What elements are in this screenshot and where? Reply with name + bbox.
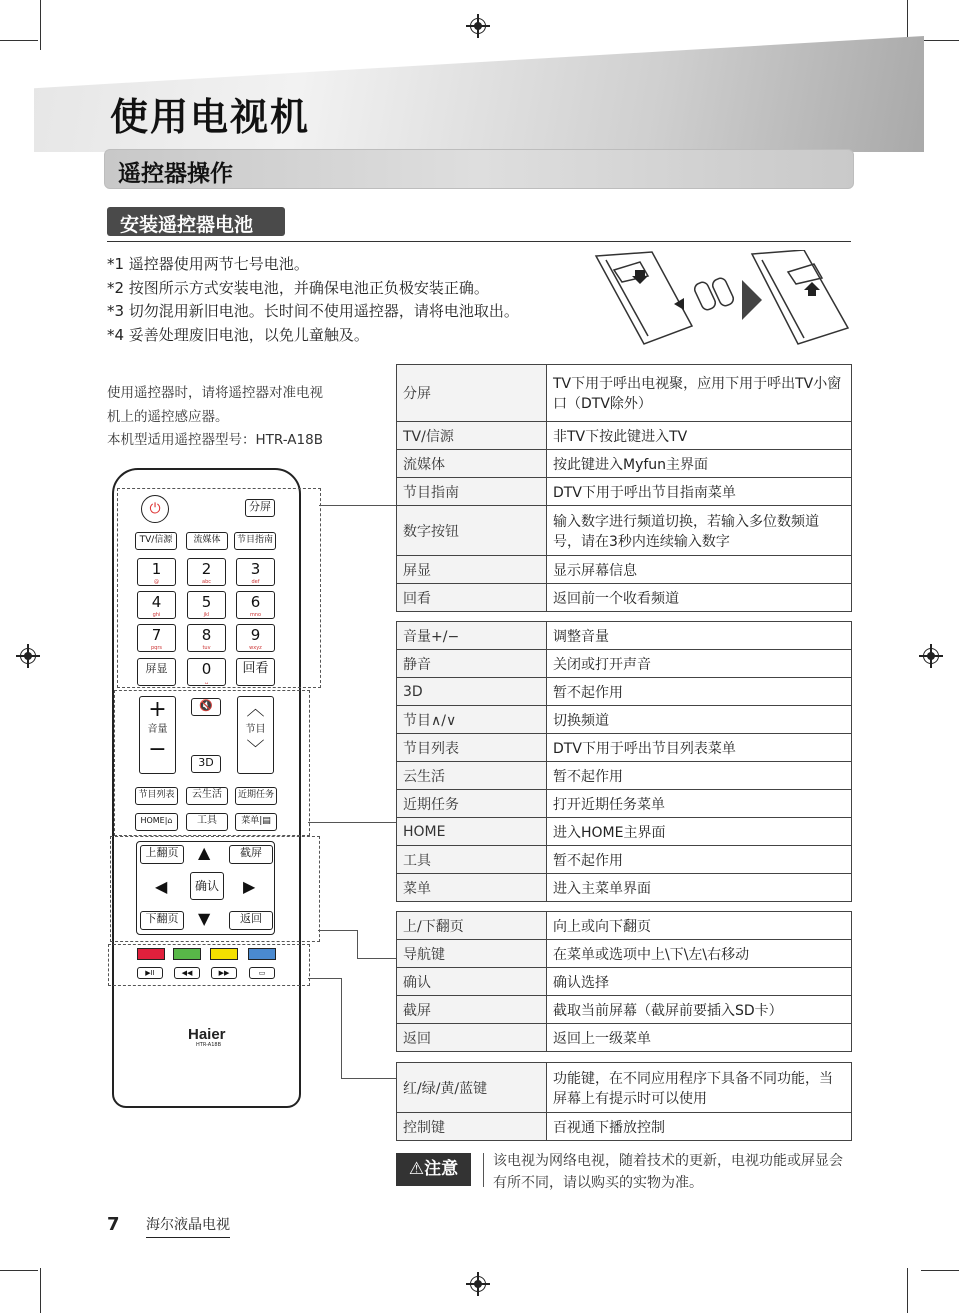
table-key: 返回 bbox=[397, 1024, 547, 1052]
section-title: 遥控器操作 bbox=[118, 161, 233, 187]
model-label: HTR-A18B bbox=[196, 1042, 221, 1048]
registration-mark-icon bbox=[20, 648, 36, 664]
table-key: HOME bbox=[397, 818, 547, 846]
page-title: 使用电视机 bbox=[110, 95, 311, 139]
table-value: 功能键，在不同应用程序下具备不同功能，当屏幕上有提示时可以使用 bbox=[547, 1063, 852, 1113]
intro-line-2: 机上的遥控感应器。 bbox=[107, 409, 229, 425]
digit-letters: pqrs bbox=[150, 645, 162, 651]
footer-title: 海尔液晶电视 bbox=[146, 1214, 230, 1238]
brand-logo: Haier bbox=[188, 1026, 226, 1043]
caution-label: ⚠注意 bbox=[396, 1153, 471, 1186]
crop-mark bbox=[0, 1270, 38, 1271]
page-number: 7 bbox=[107, 1214, 120, 1235]
tools-button[interactable]: 工具 bbox=[186, 813, 228, 831]
table-value: 关闭或打开声音 bbox=[547, 650, 852, 678]
plus-icon: + bbox=[148, 697, 167, 722]
table-key: 分屏 bbox=[397, 365, 547, 422]
table-value: 暂不起作用 bbox=[547, 762, 852, 790]
caution-text: 该电视为网络电视，随着技术的更新，电视功能或屏显会有所不同，请以购买的实物为准。 bbox=[493, 1153, 843, 1191]
chevron-up-icon: ︿ bbox=[246, 699, 265, 720]
crop-mark bbox=[907, 1268, 908, 1313]
digit-letters: wxyz bbox=[249, 645, 262, 651]
digit-label: 6 bbox=[250, 593, 261, 611]
table-value: 打开近期任务菜单 bbox=[547, 790, 852, 818]
digit-8-button[interactable] bbox=[187, 624, 226, 652]
yellow-key[interactable] bbox=[210, 948, 238, 960]
intro-line-3: 本机型适用遥控器型号：HTR-A18B bbox=[107, 432, 323, 448]
connector-line bbox=[308, 822, 396, 823]
channel-label: 节目 bbox=[245, 724, 266, 735]
digit-label: 3 bbox=[250, 560, 261, 578]
table-value: 暂不起作用 bbox=[547, 846, 852, 874]
table-key: 工具 bbox=[397, 846, 547, 874]
table-key: 近期任务 bbox=[397, 790, 547, 818]
digit-4-button[interactable] bbox=[137, 591, 176, 619]
digit-letters: @ bbox=[154, 579, 159, 585]
connector-line bbox=[319, 505, 396, 506]
table-value: 向上或向下翻页 bbox=[547, 912, 852, 940]
play-pause-button[interactable]: ▶II bbox=[137, 967, 163, 979]
ok-button[interactable]: 确认 bbox=[190, 872, 224, 900]
back-button[interactable]: 返回 bbox=[229, 911, 273, 930]
connector-line bbox=[341, 978, 342, 1078]
screenshot-button[interactable]: 截屏 bbox=[229, 845, 273, 864]
connector-line bbox=[357, 958, 396, 959]
table-value: 确认选择 bbox=[547, 968, 852, 996]
digit-label: 5 bbox=[201, 593, 212, 611]
table-value: TV下用于呼出电视聚，应用下用于呼出TV小窗口（DTV除外） bbox=[547, 365, 852, 422]
table-key: 音量+/− bbox=[397, 622, 547, 650]
digit-letters: abc bbox=[202, 579, 211, 585]
arrow-left-icon[interactable]: ◀ bbox=[155, 877, 168, 896]
arrow-right-icon[interactable]: ▶ bbox=[243, 877, 256, 896]
table-key: 红/绿/黄/蓝键 bbox=[397, 1063, 547, 1113]
digit-label: 1 bbox=[151, 560, 162, 578]
power-icon[interactable]: ⏻ bbox=[141, 495, 169, 523]
digit-label: 0 bbox=[201, 660, 212, 678]
table-value: 输入数字进行频道切换，若输入多位数频道号，请在3秒内连续输入数字 bbox=[547, 506, 852, 556]
crop-mark bbox=[0, 40, 38, 41]
table-value: 调整音量 bbox=[547, 622, 852, 650]
guide-button[interactable]: 节目指南 bbox=[234, 532, 276, 550]
registration-mark-icon bbox=[923, 648, 939, 664]
digit-6-button[interactable] bbox=[236, 591, 275, 619]
digit-label: 9 bbox=[250, 626, 261, 644]
table-key: 屏显 bbox=[397, 556, 547, 584]
table-key: TV/信源 bbox=[397, 422, 547, 450]
red-key[interactable] bbox=[137, 948, 165, 960]
digit-9-button[interactable] bbox=[236, 624, 275, 652]
table-value: 在菜单或选项中上\下\左\右移动 bbox=[547, 940, 852, 968]
table-value: DTV下用于呼出节目指南菜单 bbox=[547, 478, 852, 506]
connector-line bbox=[308, 978, 342, 979]
registration-mark-icon bbox=[470, 18, 486, 34]
table-key: 菜单 bbox=[397, 874, 547, 902]
subsection-title: 安装遥控器电池 bbox=[120, 214, 254, 236]
function-table-4 bbox=[396, 1062, 852, 1141]
table-value: 进入主菜单界面 bbox=[547, 874, 852, 902]
note-4: *4 妥善处理废旧电池，以免儿童触及。 bbox=[107, 326, 369, 344]
digit-letters: def bbox=[251, 579, 260, 585]
digit-label: 4 bbox=[151, 593, 162, 611]
menu-button[interactable]: 菜单|▤ bbox=[235, 813, 277, 831]
connector-line bbox=[357, 930, 358, 958]
table-value: 百视通下播放控制 bbox=[547, 1113, 852, 1141]
digit-letters: ␣ bbox=[204, 679, 209, 685]
table-value: 进入HOME主界面 bbox=[547, 818, 852, 846]
table-value: 返回前一个收看频道 bbox=[547, 584, 852, 612]
digit-letters: mno bbox=[249, 612, 262, 618]
table-value: 按此键进入Myfun主界面 bbox=[547, 450, 852, 478]
mute-icon[interactable]: 🔇 bbox=[191, 698, 221, 716]
recall-button[interactable]: 回看 bbox=[236, 658, 275, 686]
streaming-button[interactable]: 流媒体 bbox=[186, 532, 228, 550]
table-key: 导航键 bbox=[397, 940, 547, 968]
crop-mark bbox=[40, 0, 41, 50]
digit-3-button[interactable] bbox=[236, 558, 275, 586]
table-value: 暂不起作用 bbox=[547, 678, 852, 706]
display-button[interactable]: 屏显 bbox=[137, 658, 176, 686]
connector-line bbox=[341, 1078, 396, 1079]
digit-letters: jkl bbox=[203, 612, 210, 618]
table-value: 切换频道 bbox=[547, 706, 852, 734]
page-down-button[interactable]: 下翻页 bbox=[140, 911, 184, 930]
3d-button[interactable]: 3D bbox=[191, 755, 221, 773]
function-table-2 bbox=[396, 621, 852, 902]
digit-2-button[interactable] bbox=[187, 558, 226, 586]
recent-tasks-button[interactable]: 近期任务 bbox=[235, 787, 277, 805]
crop-mark bbox=[921, 1270, 959, 1271]
rewind-button[interactable]: ◀◀ bbox=[174, 967, 200, 979]
digit-letters: ghi bbox=[152, 612, 161, 618]
digit-label: 2 bbox=[201, 560, 212, 578]
divider bbox=[483, 1153, 484, 1187]
table-key: 控制键 bbox=[397, 1113, 547, 1141]
crop-mark bbox=[921, 40, 959, 41]
note-2: *2 按图所示方式安装电池，并确保电池正负极安装正确。 bbox=[107, 279, 489, 297]
volume-rocker[interactable] bbox=[139, 696, 176, 774]
channel-rocker[interactable] bbox=[237, 696, 274, 774]
table-key: 节目指南 bbox=[397, 478, 547, 506]
table-value: 显示屏幕信息 bbox=[547, 556, 852, 584]
arrow-down-icon[interactable]: ▼ bbox=[198, 909, 211, 928]
digit-label: 8 bbox=[201, 626, 212, 644]
digit-0-button[interactable] bbox=[187, 658, 226, 686]
table-value: 返回上一级菜单 bbox=[547, 1024, 852, 1052]
cloud-life-button[interactable]: 云生活 bbox=[186, 787, 228, 805]
digit-1-button[interactable] bbox=[137, 558, 176, 586]
chevron-down-icon: ﹀ bbox=[246, 739, 265, 760]
table-value: 非TV下按此键进入TV bbox=[547, 422, 852, 450]
crop-mark bbox=[40, 1268, 41, 1313]
table-value: DTV下用于呼出节目列表菜单 bbox=[547, 734, 852, 762]
split-button[interactable]: 分屏 bbox=[245, 499, 275, 517]
table-key: 云生活 bbox=[397, 762, 547, 790]
digit-7-button[interactable] bbox=[137, 624, 176, 652]
table-key: 流媒体 bbox=[397, 450, 547, 478]
function-table-1 bbox=[396, 364, 852, 612]
home-button[interactable]: HOME|⌂ bbox=[135, 813, 178, 831]
note-1: *1 遥控器使用两节七号电池。 bbox=[107, 255, 309, 273]
divider bbox=[107, 241, 851, 242]
stop-button[interactable]: ▭ bbox=[249, 967, 275, 979]
table-key: 上/下翻页 bbox=[397, 912, 547, 940]
table-key: 截屏 bbox=[397, 996, 547, 1024]
volume-label: 音量 bbox=[147, 724, 168, 735]
table-key: 静音 bbox=[397, 650, 547, 678]
function-table-3 bbox=[396, 911, 852, 1052]
green-key[interactable] bbox=[173, 948, 201, 960]
note-3: *3 切勿混用新旧电池。长时间不使用遥控器，请将电池取出。 bbox=[107, 302, 519, 320]
tv-source-button[interactable]: TV/信源 bbox=[135, 532, 177, 550]
registration-mark-icon bbox=[470, 1276, 486, 1292]
fast-forward-button[interactable]: ▶▶ bbox=[211, 967, 237, 979]
table-key: 3D bbox=[397, 678, 547, 706]
table-value: 截取当前屏幕（截屏前要插入SD卡） bbox=[547, 996, 852, 1024]
battery-install-illustration bbox=[592, 250, 854, 350]
table-key: 数字按钮 bbox=[397, 506, 547, 556]
digit-5-button[interactable] bbox=[187, 591, 226, 619]
table-key: 确认 bbox=[397, 968, 547, 996]
digit-letters: tuv bbox=[202, 645, 211, 651]
table-key: 节目列表 bbox=[397, 734, 547, 762]
page-up-button[interactable]: 上翻页 bbox=[140, 845, 184, 864]
connector-line bbox=[318, 930, 358, 931]
table-key: 回看 bbox=[397, 584, 547, 612]
table-key: 节目∧/∨ bbox=[397, 706, 547, 734]
channel-list-button[interactable]: 节目列表 bbox=[135, 787, 178, 805]
digit-label: 7 bbox=[151, 626, 162, 644]
minus-icon: − bbox=[148, 737, 167, 762]
intro-line-1: 使用遥控器时，请将遥控器对准电视 bbox=[107, 385, 323, 401]
arrow-up-icon[interactable]: ▲ bbox=[198, 843, 211, 862]
blue-key[interactable] bbox=[248, 948, 276, 960]
